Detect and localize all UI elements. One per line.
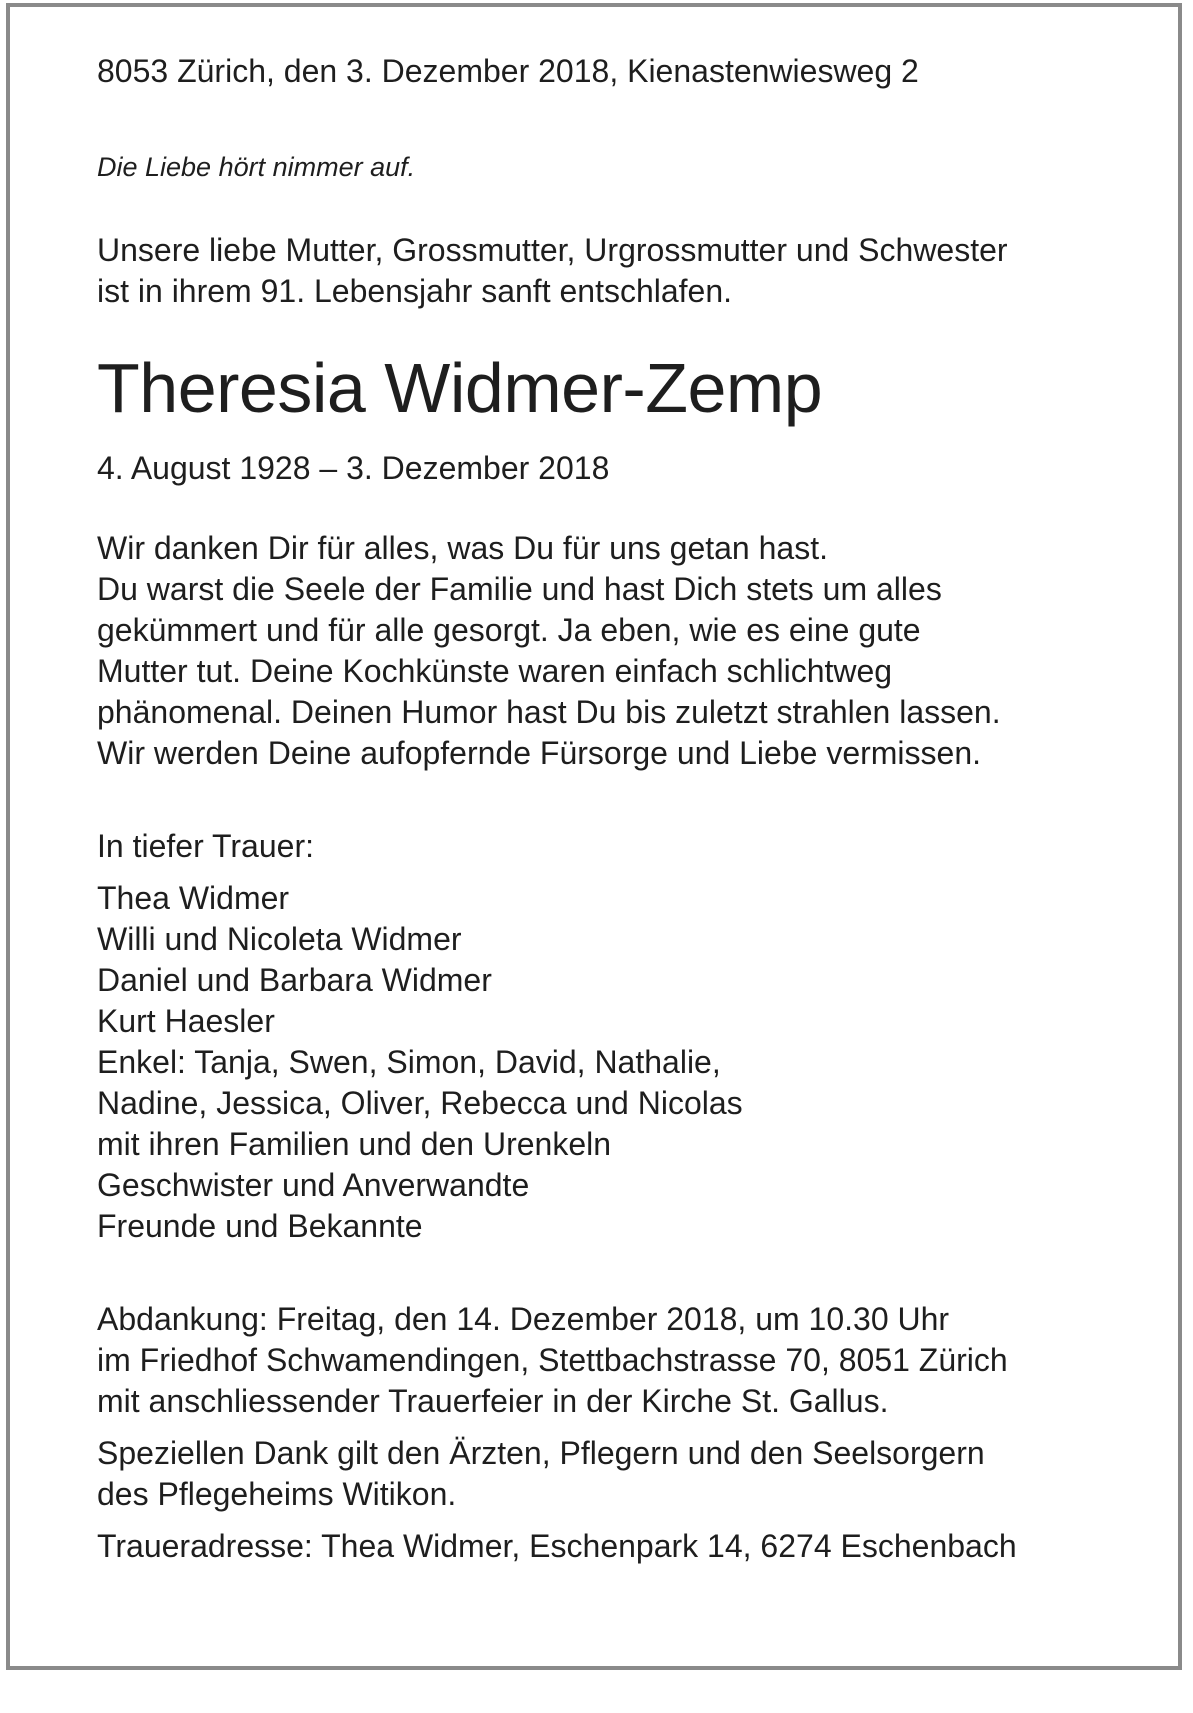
mourner-item: Kurt Haesler (97, 1003, 275, 1039)
mourner-item: Geschwister und Anverwandte (97, 1167, 530, 1203)
ceremony-info (97, 1299, 1157, 1422)
mourners-list (97, 878, 1157, 1247)
life-dates: 4. August 1928 – 3. Dezember 2018 (97, 450, 610, 486)
gratitude-line: phänomenal. Deinen Humor hast Du bis zuletzt strahlen lassen. (97, 694, 1001, 730)
notice-frame (6, 3, 1182, 1670)
mourner-item: Thea Widmer (97, 880, 290, 916)
mourning-address: Traueradresse: Thea Widmer, Eschenpark 14, 6274 Eschenbach (97, 1528, 1017, 1564)
intro-line: ist in ihrem 91. Lebensjahr sanft entschlafen. (97, 273, 733, 309)
mourner-item: Willi und Nicoleta Widmer (97, 921, 462, 957)
mourner-item: Daniel und Barbara Widmer (97, 962, 492, 998)
intro-line: Unsere liebe Mutter, Grossmutter, Urgrossmutter und Schwester (97, 232, 1008, 268)
ceremony-line: mit anschliessender Trauerfeier in der Kirche St. Gallus. (97, 1383, 889, 1419)
location-date: 8053 Zürich, den 3. Dezember 2018, Kienastenwiesweg 2 (97, 53, 919, 89)
gratitude-line: Wir danken Dir für alles, was Du für uns getan hast. (97, 530, 828, 566)
thanks-line: Speziellen Dank gilt den Ärzten, Pflegern und den Seelsorgern (97, 1435, 985, 1471)
mourner-item: Nadine, Jessica, Oliver, Rebecca und Nicolas (97, 1085, 743, 1121)
ceremony-line: im Friedhof Schwamendingen, Stettbachstrasse 70, 8051 Zürich (97, 1342, 1008, 1378)
mourner-item: Enkel: Tanja, Swen, Simon, David, Nathalie, (97, 1044, 721, 1080)
mourner-item: Freunde und Bekannte (97, 1208, 423, 1244)
gratitude-line: gekümmert und für alle gesorgt. Ja eben, wie es eine gute (97, 612, 921, 648)
mourner-item: mit ihren Familien und den Urenkeln (97, 1126, 612, 1162)
gratitude-line: Mutter tut. Deine Kochkünste waren einfach schlichtweg (97, 653, 893, 689)
intro-text (97, 230, 1157, 312)
deceased-name: Theresia Widmer-Zemp (97, 349, 823, 427)
gratitude-line: Wir werden Deine aufopfernde Fürsorge und Liebe vermissen. (97, 735, 982, 771)
gratitude-line: Du warst die Seele der Familie und hast Dich stets um alles (97, 571, 942, 607)
notice-content (97, 43, 1157, 1567)
gratitude-text (97, 528, 1157, 774)
mourning-label: In tiefer Trauer: (97, 828, 314, 864)
ceremony-line: Abdankung: Freitag, den 14. Dezember 2018, um 10.30 Uhr (97, 1301, 950, 1337)
motto: Die Liebe hört nimmer auf. (97, 152, 416, 182)
thanks-line: des Pflegeheims Witikon. (97, 1476, 457, 1512)
special-thanks (97, 1433, 1157, 1515)
